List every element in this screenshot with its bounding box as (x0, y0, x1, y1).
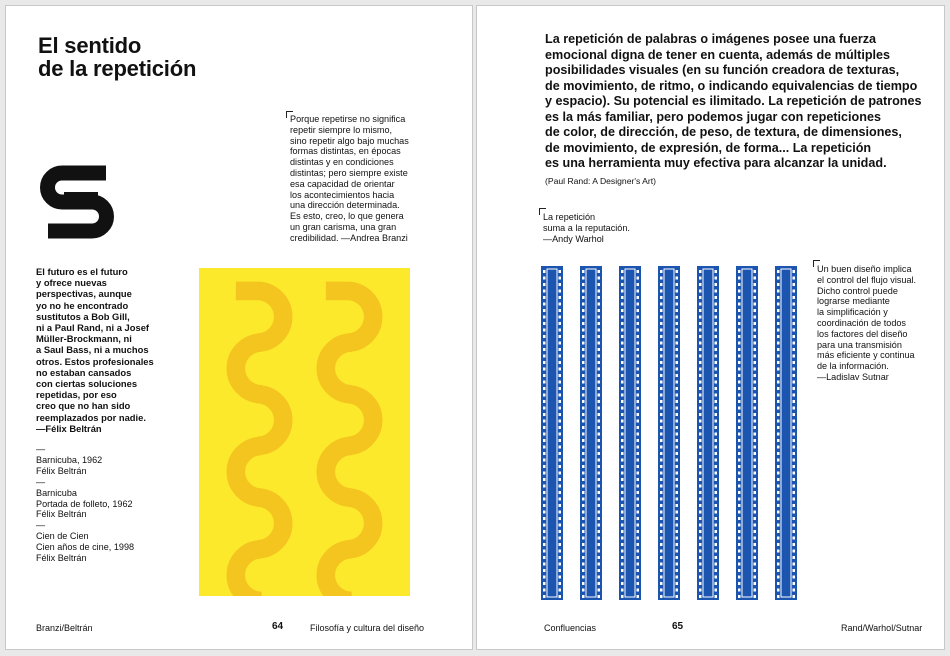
sutnar-line: Dicho control puede (817, 285, 898, 296)
beltran-line: sustitutos a Bob Gill, (36, 310, 130, 322)
warhol-line: —Andy Warhol (543, 233, 604, 244)
caption-line: — (36, 476, 46, 487)
beltran-line: creo que no han sido (36, 400, 131, 412)
branzi-line: una dirección determinada. (290, 200, 400, 211)
film-strip (775, 266, 797, 600)
rand-quote (545, 32, 935, 172)
caption-line: Félix Beltrán (36, 553, 87, 564)
rand-line: de movimiento, de expresión, de forma... La repetición (545, 140, 872, 155)
rand-line: es la más familiar, pero podemos jugar con repeticiones (545, 109, 881, 124)
branzi-line: formas distintas, en épocas (290, 146, 401, 157)
barnicuba-poster (199, 268, 410, 596)
caption-line: Cien años de cine, 1998 (36, 542, 135, 553)
sutnar-line: coordinación de todos (817, 317, 906, 328)
beltran-line: otros. Estos profesionales (36, 355, 154, 367)
footer-left: Branzi/Beltrán (36, 623, 93, 633)
image-captions (36, 444, 134, 564)
sutnar-line: para una transmisión (817, 339, 902, 350)
film-strip (658, 266, 680, 600)
caption-line: — (36, 444, 46, 454)
caption-line: — (36, 520, 46, 531)
branzi-line: repetir siempre lo mismo, (290, 124, 393, 135)
branzi-line: distintas y en condiciones (290, 157, 394, 168)
film-strip (580, 266, 602, 600)
caption-line: Cien de Cien (36, 531, 89, 542)
sutnar-line: —Ladislav Sutnar (817, 371, 889, 382)
beltran-line: y ofrece nuevas (36, 277, 107, 289)
rand-line: posibilidades visuales (en su función creadora de texturas, (545, 63, 900, 77)
beltran-line: a Saul Bass, ni a muchos (36, 344, 149, 356)
film-strip (736, 266, 758, 600)
beltran-line: reemplazados por nadie. (36, 411, 146, 423)
branzi-line: Porque repetirse no significa (290, 114, 406, 124)
sutnar-line: lograrse mediante (817, 296, 890, 307)
branzi-line: un gran carisma, una gran (290, 221, 397, 232)
branzi-quote (290, 114, 440, 244)
caption-line: Portada de folleto, 1962 (36, 498, 133, 509)
title-line-1: El sentido (38, 33, 142, 58)
rand-line: emocional digna de tener en cuenta, además de múltiples (545, 47, 891, 62)
beltran-line: El futuro es el futuro (36, 266, 128, 277)
caption-line: Félix Beltrán (36, 465, 87, 476)
rand-line: es una herramienta muy efectiva para alcanzar la unidad. (545, 156, 887, 170)
page-number: 64 (272, 621, 284, 632)
page-number: 65 (672, 621, 684, 632)
beltran-line: Müller-Brockmann, ni (36, 333, 132, 345)
beltran-line: con ciertas soluciones (36, 378, 138, 390)
beltran-line: no estaban cansados (36, 366, 132, 378)
warhol-line: suma a la reputación. (543, 222, 630, 233)
film-strip (619, 266, 641, 600)
film-strip (697, 266, 719, 600)
left-page (5, 5, 473, 650)
sutnar-line: la simplificación y (817, 307, 888, 318)
rand-line: y espacio). Su potencial es ilimitado. La repetición de patrones (545, 94, 922, 108)
branzi-line: esa capacidad de orientar (290, 178, 395, 189)
rand-line: de movimiento, de ritmo, o indicando equivalencias de tiempo (545, 78, 918, 93)
beltran-line: repetidas, por eso (36, 389, 117, 401)
film-strip-pattern (541, 266, 797, 600)
rand-source: (Paul Rand: A Designer's Art) (545, 176, 657, 186)
beltran-s-logo-icon (36, 161, 118, 243)
beltran-quote (36, 266, 196, 434)
sutnar-line: de la información. (817, 361, 889, 372)
caption-line: Barnicuba (36, 487, 77, 498)
branzi-line: credibilidad. —Andrea Branzi (290, 232, 408, 243)
footer-right: Filosofía y cultura del diseño (310, 623, 425, 633)
rand-line: de color, de dirección, de peso, de textura, de dimensiones, (545, 125, 902, 139)
branzi-line: distintas; pero siempre existe (290, 167, 408, 178)
branzi-line: sino repetir algo bajo muchas (290, 135, 409, 146)
title-line-2: de la repetición (38, 56, 197, 81)
branzi-line: los acontecimientos hacia (290, 189, 395, 200)
right-page (476, 5, 945, 650)
sutnar-line: Un buen diseño implica (817, 264, 912, 274)
page-title (38, 34, 196, 80)
beltran-line: —Félix Beltrán (36, 422, 102, 434)
footer-right: Rand/Warhol/Sutnar (841, 623, 923, 633)
sutnar-line: el control del flujo visual. (817, 274, 917, 285)
sutnar-quote (817, 264, 916, 383)
caption-line: Félix Beltrán (36, 509, 87, 520)
beltran-line: ni a Paul Rand, ni a Josef (36, 322, 150, 334)
beltran-line: perspectivas, aunque (36, 288, 132, 300)
caption-line: Barnicuba, 1962 (36, 454, 103, 465)
film-strip (541, 266, 563, 600)
warhol-quote (543, 212, 630, 244)
sutnar-line: más eficiente y continua (817, 350, 915, 361)
branzi-line: Es esto, creo, lo que genera (290, 211, 404, 222)
warhol-line: La repetición (543, 212, 596, 222)
sutnar-line: los factores del diseño (817, 328, 908, 339)
footer-left: Confluencias (544, 623, 597, 633)
beltran-line: yo no he encontrado (36, 299, 129, 311)
rand-line: La repetición de palabras o imágenes posee una fuerza (545, 32, 877, 46)
